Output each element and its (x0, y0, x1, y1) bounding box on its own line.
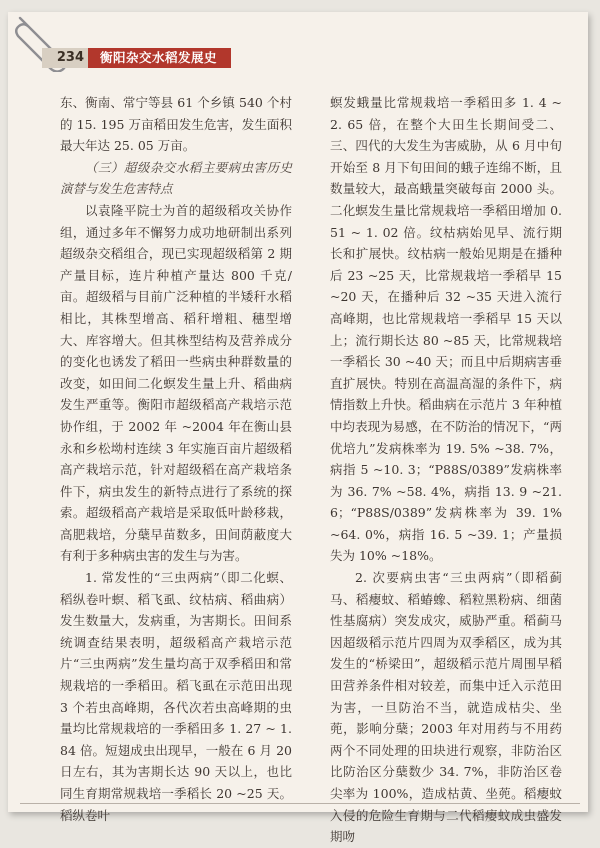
left-column (60, 92, 292, 826)
right-column (330, 92, 562, 848)
paragraph: 1. 常发性的“三虫两病”（即二化螟、稻纵卷叶螟、稻飞虱、纹枯病、稻曲病）发生数量大，发病重，为害期长。田间系统调查结果表明，超级稻高产栽培示范片“三虫两病”发生量均高于双季稻田和常规栽培的一季稻田。稻飞虱在示范田出现 3 个若虫高峰期，各代次若虫高峰期的虫量均比常规栽培的一季稻田多 1. 27 ~ 1. 84 倍。短翅成虫出现早，一般在 6 月 20 日左右，其为害期长达 90 天以上，也比同生育期常规栽培一季稻长 20 ~25 天。稻纵卷叶 (60, 570, 292, 823)
page-number: 234 (42, 48, 88, 68)
section-heading: （三）超级杂交水稻主要病虫害历史演替与发生危害特点 (60, 159, 292, 197)
paragraph: 螟发蛾量比常规栽培一季稻田多 1. 4 ~ 2. 65 倍，在整个大田生长期间受二、三、四代的大发生为害威胁，从 6 月中旬开始至 8 月下旬田间的蛾子连绵不断，且数量较大，最高蛾量突破每亩 2000 头。二化螟发生量比常规栽培一季稻田增加 0. 51 ~ 1. 02 倍。纹枯病始见早、流行期长和扩展快。纹枯病一般始见期是在播种后 23 ~25 天，比常规栽培一季稻早 15 ~20 天，在播种后 32 ~35 天进入流行高峰期，也比常规栽培一季稻早 15 天以上；流行期长达 80 ~85 天，比常规栽培一季稻长 30 ~40 天；而且中后期病害垂直扩展快。特别在高温高湿的条件下，病情指数上升快。稻曲病在示范片 3 年种植中均表现为易感，在不防治的情况下，“两优培九”发病株率为 19. 5% ~38. 7%，病指 5 ~10. 3；“P88S/0389”发病株率为 36. 7% ~58. 4%，病指 13. 9 ~21. 6；“P88S/0389”发病株率为 39. 1% ~64. 0%，病指 16. 5 ~39. 1；产量损失为 10% ~18%。 (330, 95, 562, 564)
running-header (42, 48, 231, 68)
page-bottom-edge (20, 803, 580, 804)
paragraph: 东、衡南、常宁等县 61 个乡镇 540 个村的 15. 195 万亩稻田发生危害，发生面积最大年达 25. 05 万亩。 (60, 95, 292, 154)
book-page (8, 12, 588, 845)
book-title: 衡阳杂交水稻发展史 (88, 48, 231, 68)
paragraph: 以袁隆平院士为首的超级稻攻关协作组，通过多年不懈努力成功地研制出系列超级杂交稻组合，现已实现超级稻第 2 期产量目标，连片种植产量达 800 千克/亩。超级稻与目前广泛种植的半矮秆水稻相比，其株型增高、稻秆增粗、穗型增大、库容增大。但其株型结构及营养成分的变化也诱发了稻田一些病虫种群数量的改变，如田间二化螟发生量上升、稻曲病发生严重等。衡阳市超级稻高产栽培示范协作组，于 2002 年 ~2004 年在衡山县永和乡松坳村连续 3 年实施百亩片超级稻高产栽培示范，针对超级稻在高产栽培条件下，病虫发生的新特点进行了系统的探索。超级稻高产栽培是采取低叶龄移栽，高肥栽培，分蘖早苗数多，田间荫蔽度大有利于多种病虫害的发生与为害。 (60, 202, 292, 564)
paragraph: 2. 次要病虫害“三虫两病”（即稻蓟马、稻瘿蚊、稻蝽蟓、稻粒黑粉病、细菌性基腐病）突发成灾，威胁严重。稻蓟马因超级稻示范片四周为双季稻区，成为其发生的“桥梁田”，超级稻示范片周围早稻田营养条件相对较差，而集中迁入示范田为害，一旦防治不当，就造成枯尖、坐蔸，影响分蘖；2003 年对用药与不用药两个不同处理的田块进行观察，非防治区比防治区分蘖数少 34. 7%，非防治区卷尖率为 100%，造成枯黄、坐蔸。稻瘿蚊入侵的危险生育期与二代稻瘿蚊成虫盛发期吻 (330, 570, 562, 845)
